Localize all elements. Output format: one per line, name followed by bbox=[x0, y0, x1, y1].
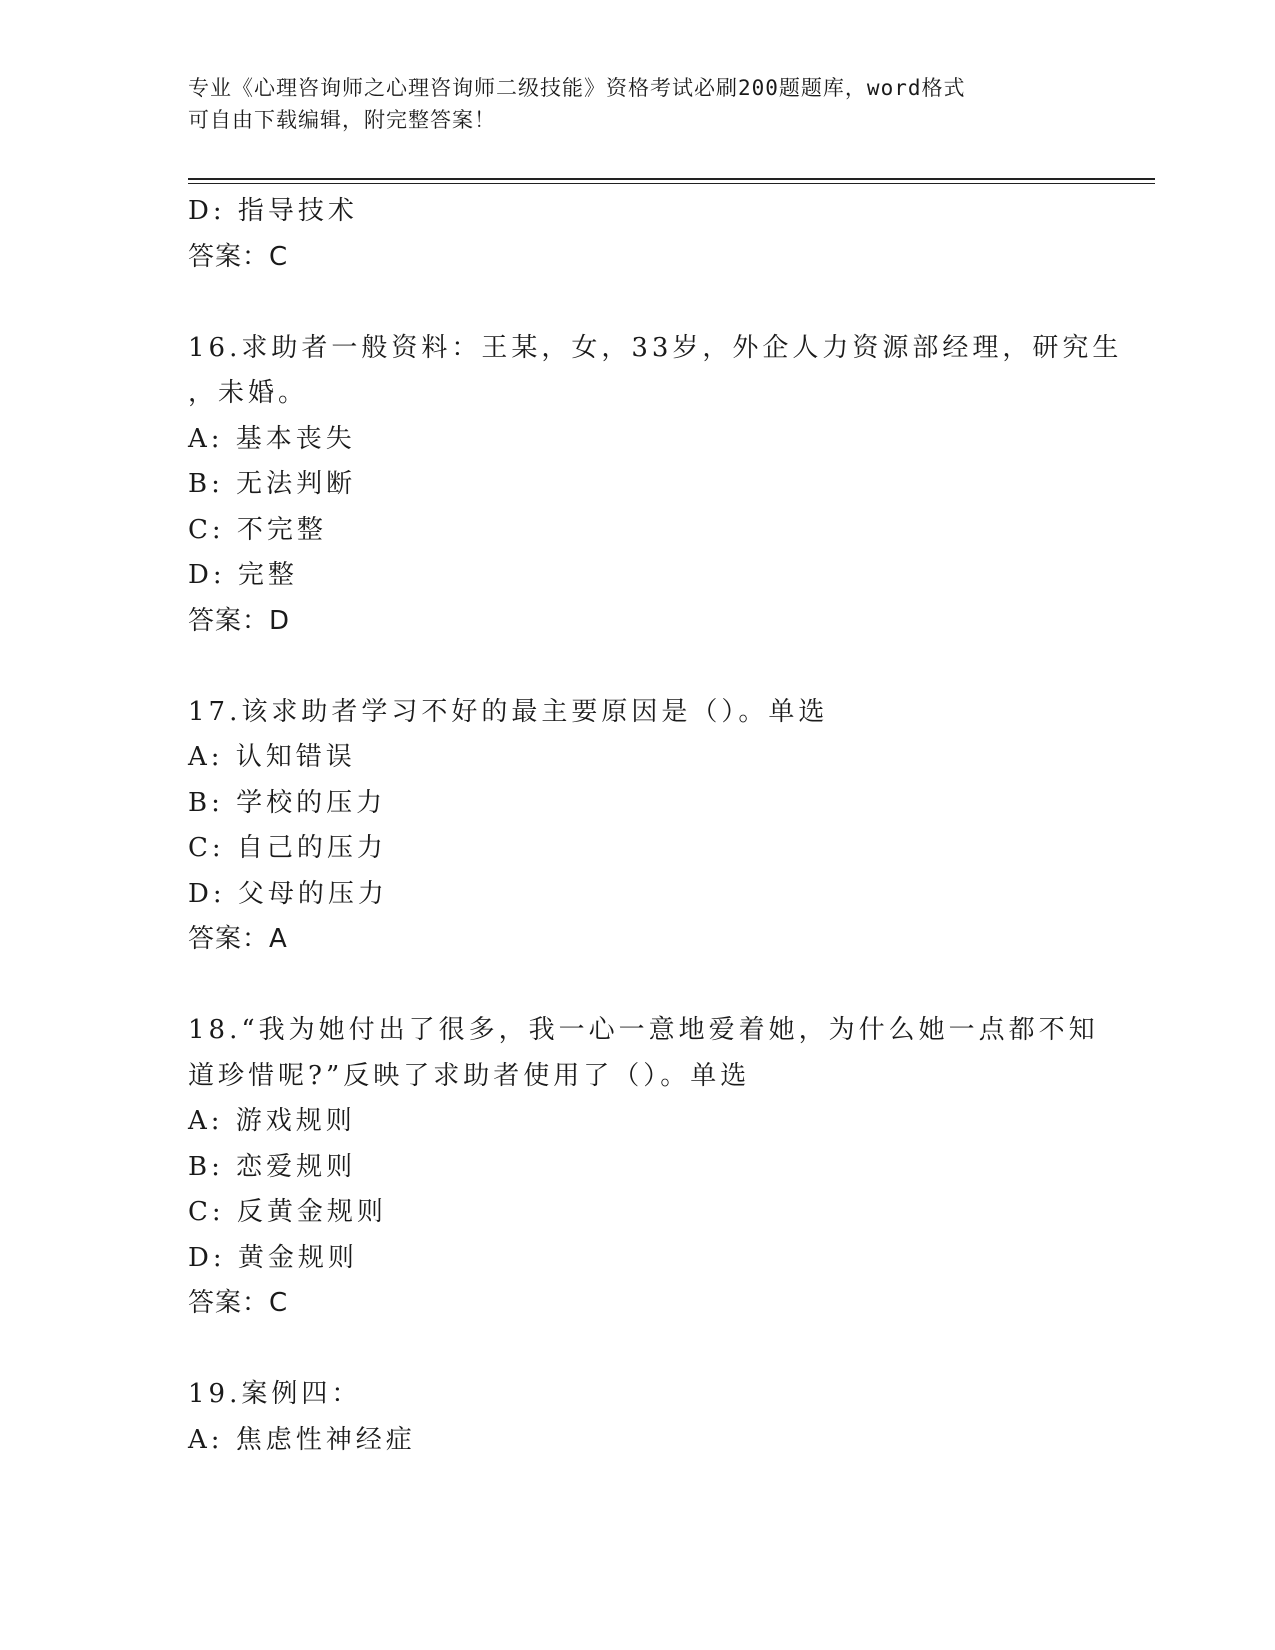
block-gap bbox=[188, 644, 1108, 690]
block-gap bbox=[188, 280, 1108, 326]
option-d: D: 完整 bbox=[188, 560, 298, 590]
question-block bbox=[188, 1008, 1108, 1327]
document-header bbox=[188, 72, 1088, 136]
header-rule-thick bbox=[188, 178, 1155, 180]
option-a: A: 游戏规则 bbox=[188, 1106, 356, 1136]
question-list bbox=[188, 189, 1123, 1463]
option-d: D: 父母的压力 bbox=[188, 878, 388, 909]
option-a: A: 基本丧失 bbox=[188, 423, 356, 454]
option-c: C: 不完整 bbox=[188, 514, 327, 545]
option-a: A: 焦虑性神经症 bbox=[188, 1424, 416, 1455]
option-c: C: 反黄金规则 bbox=[188, 1197, 387, 1227]
answer-line: 答案：A bbox=[188, 924, 288, 954]
header-line-1: 专业《心理咨询师之心理咨询师二级技能》资格考试必刷200题题库，word格式 bbox=[188, 76, 966, 100]
answer-line: 答案：D bbox=[188, 605, 291, 636]
question-text: 18.“我为她付出了很多，我一心一意地爱着她，为什么她一点都不知 bbox=[188, 1015, 1099, 1045]
question-text: 19.案例四： bbox=[188, 1379, 362, 1409]
answer-line: 答案：C bbox=[188, 1288, 289, 1318]
question-block bbox=[188, 1372, 1108, 1463]
option-b: B: 无法判断 bbox=[188, 469, 357, 499]
header-rule-thin bbox=[188, 183, 1155, 184]
question-text: ，未婚。 bbox=[188, 378, 309, 408]
answer-line: 答案：C bbox=[188, 241, 289, 272]
option-b: B: 恋爱规则 bbox=[188, 1151, 357, 1182]
header-line-2: 可自由下载编辑，附完整答案！ bbox=[188, 108, 496, 132]
block-gap bbox=[188, 963, 1108, 1009]
question-block bbox=[188, 326, 1123, 645]
question-text: 17.该求助者学习不好的最主要原因是（）。单选 bbox=[188, 696, 829, 727]
option-d: D: 指导技术 bbox=[188, 196, 358, 226]
option-a: A: 认知错误 bbox=[188, 742, 356, 772]
option-d: D: 黄金规则 bbox=[188, 1242, 358, 1273]
option-b: B: 学校的压力 bbox=[188, 787, 387, 818]
question-text: 16.求助者一般资料：王某，女，33岁，外企人力资源部经理，研究生 bbox=[188, 332, 1123, 363]
option-c: C: 自己的压力 bbox=[188, 833, 387, 863]
question-block bbox=[188, 189, 1108, 280]
question-block bbox=[188, 690, 1108, 963]
question-text: 道珍惜呢?”反映了求助者使用了（）。单选 bbox=[188, 1060, 751, 1091]
block-gap bbox=[188, 1327, 1108, 1373]
